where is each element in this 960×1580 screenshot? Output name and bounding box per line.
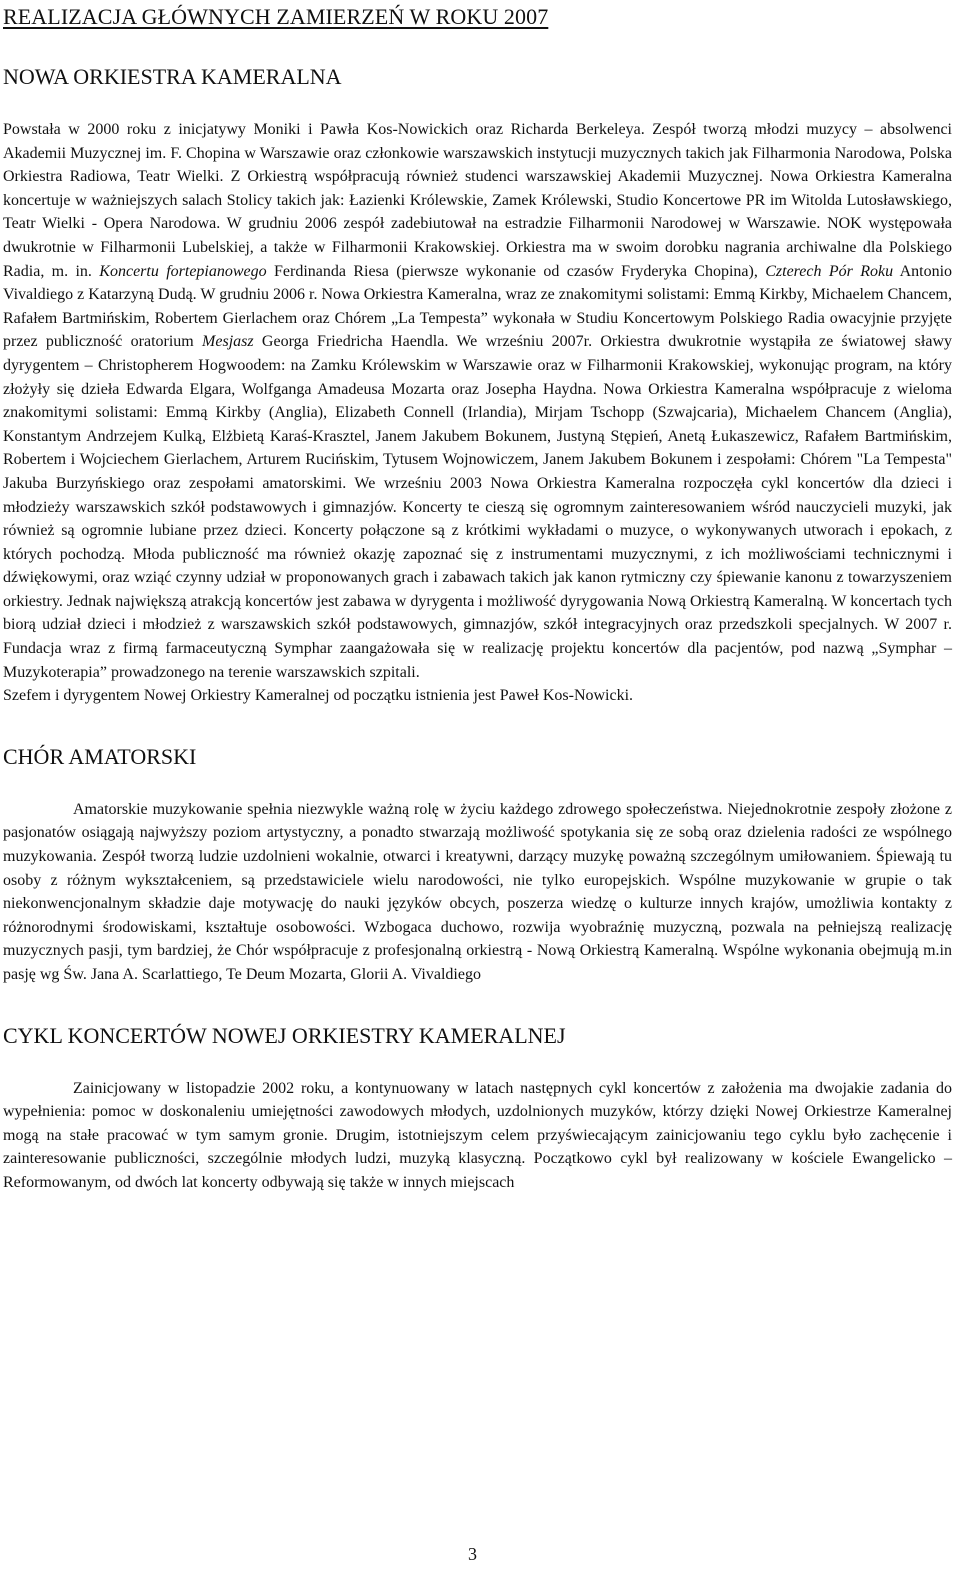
section-heading: CHÓR AMATORSKI: [3, 743, 197, 769]
page-number: 3: [468, 1544, 477, 1564]
text-run: Georga Friedricha Haendla. We wrześniu 2007r. Orkiestra dwukrotnie wystąpiła ze światowej sławy dyrygentem – Christopherem Hogwoodem: na Zamku Królewskim w Warszawie oraz w Filharmonii Krakowskiej, wykonując program, na który złożyły się dzieła Edwarda Elgara, Wolfganga Amadeusa Mozarta oraz Josepha Haydna. Nowa Orkiestra Kameralna współpracuje z wieloma znakomitymi solistami: Emmą Kirkby (Anglia), Elizabeth Connell (Irlandia), Mirjam Tschopp (Szwajcaria), Michaelem Chancem (Anglia), Konstantym Andrzejem Kulką, Elżbietą Karaś-Krasztel, Janem Jakubem Bokunem, Justyną Stępień, Anetą Łukaszewicz, Rafałem Bartmińskim, Robertem i Wojciechem Gierlachem, Arturem Rucińskim, Tytusem Wojnowiczem, Janem Jakubem Bokunem i zespołami: Chórem "La Tempesta" Jakuba Burzyńskiego oraz zespołami amatorskimi. We wrześniu 2003 Nowa Orkiestra Kameralna rozpoczęła cykl koncertów dla dzieci i młodzieży warszawskich szkół podstawowych i gimnazjów. Koncerty te cieszą się ogromnym zainteresowaniem wśród nauczycieli muzyki, jak również są ogromnie lubiane przez dzieci. Koncerty połączone są z krótkimi wykładami o muzyce, o wykonywanych utworach i epokach, z których pochodzą. Młoda publiczność ma również okazję zapoznać się z instrumentami muzycznymi, z ich możliwościami technicznymi i dźwiękowymi, oraz wziąć czynny udział w proponowanych grach i zabawach takich jak kanon rytmiczny czy śpiewanie kanonu z towarzyszeniem orkiestry. Jednak największą atrakcją koncertów jest zabawa w dyrygenta i możliwość dyrygowania Nową Orkiestrą Kameralną. W koncertach tych biorą udział dzieci i młodzież z warszawskich szkół podstawowych, gimnazjów, szkół integracyjnych oraz przedszkoli specjalnych. W 2007 r. Fundacja wraz z firmą farmaceutyczną Symphar zaangażowała się w realizację projektu koncertów dla pacjentów, pod nazwą „Symphar – Muzykoterapia” prowadzonego na terenie warszawskich szpitali.: [3, 333, 952, 681]
italic-title: Czterech Pór Roku: [765, 262, 894, 280]
text-run: Powstała w 2000 roku z inicjatywy Moniki i Pawła Kos-Nowickich oraz Richarda Berkeleya. Zespół tworzą młodzi muzycy – absolwenci Akademii Muzycznej im. F. Chopina w Warszawie oraz członkowie warszawskich instytucji muzycznych takich jak Filharmonia Narodowa, Polska Orkiestra Radiowa, Teatr Wielki. Z Orkiestrą współpracują również studenci warszawskiej Akademii Muzycznej. Nowa Orkiestra Kameralna koncertuje w ważniejszych salach Stolicy takich jak: Łazienki Królewskie, Zamek Królewski, Studio Koncertowe PR im Witolda Lutosławskiego, Teatr Wielki - Opera Narodowa. W grudniu 2006 zespół zadebiutował na estradzie Filharmonii Narodowej w Warszawie. NOK występowała dwukrotnie w Filharmonii Lubelskiej, a także w Filharmonii Krakowskiej. Orkiestra ma w swoim dorobku nagrania archiwalne dla Polskiego Radia, m. in.: [3, 121, 952, 280]
section-heading: CYKL KONCERTÓW NOWEJ ORKIESTRY KAMERALNEJ: [3, 1022, 566, 1048]
section-nowa-orkiestra: [3, 62, 952, 708]
section-heading: NOWA ORKIESTRA KAMERALNA: [3, 64, 342, 89]
italic-title: Koncertu fortepianowego: [99, 262, 267, 280]
body-paragraph: Amatorskie muzykowanie spełnia niezwykle ważną rolę w życiu każdego zdrowego społeczeństwa. Niejednokrotnie zespoły złożone z pasjonatów osiągają najwyższy poziom artystyczny, a ponadto stwarzają możliwość spotykania się ze sobą oraz dzielenia radości ze wspólnego muzykowania. Zespół tworzą ludzie uzdolnieni wokalnie, otwarci i kreatywni, darzący muzykę poważną szczególnym umiłowaniem. Śpiewają tu osoby z różnym wykształceniem, są przedstawiciele wielu narodowości, nie tylko europejskich. Wspólne muzykowanie w grupie o tak niekonwencjonalnym składzie daje motywację do nauki języków obcych, poszerza wiedzę o kulturze innych krajów, umożliwia kontakty z różnorodnymi środowiskami, kształtuje osobowości. Wzbogaca duchowo, rozwija wyobraźnię muzyczną, pozwala na pełniejszą realizację muzycznych pasji, tym bardziej, że Chór współpracuje z profesjonalną orkiestrą - Nową Orkiestrą Kameralną. Wspólne wykonania obejmują m.in pasję wg Św. Jana A. Scarlattiego, Te Deum Mozarta, Glorii A. Vivaldiego: [3, 800, 952, 983]
section-chor-amatorski: [3, 742, 952, 987]
body-paragraph: [3, 118, 952, 684]
italic-title: Mesjasz: [202, 333, 254, 351]
text-run: Ferdinanda Riesa (pierwsze wykonanie od czasów Fryderyka Chopina),: [266, 262, 766, 280]
text-run: Antonio Vivaldiego z Katarzyną Dudą. W grudniu 2006 r. Nowa Orkiestra Kameralna, wraz ze znakomitymi solistami: Emmą Kirkby, Michaelem Chancem, Rafałem Bartmińskim, Robertem Gierlachem oraz Chórem „La Tempesta” wykonała w Studiu Koncertowym Polskiego Radia owacyjnie przyjęte przez publiczność oratorium: [3, 262, 953, 351]
body-paragraph: Szefem i dyrygentem Nowej Orkiestry Kameralnej od początku istnienia jest Paweł Kos-Nowicki.: [3, 687, 634, 705]
section-cykl-koncertow: [3, 1021, 952, 1195]
page-title: REALIZACJA GŁÓWNYCH ZAMIERZEŃ W ROKU 2007: [3, 4, 549, 29]
body-paragraph: Zainicjowany w listopadzie 2002 roku, a kontynuowany w latach następnych cykl koncertów z założenia ma dwojakie zadania do wypełnienia: pomoc w doskonaleniu umiejętności zawodowych młodych, uzdolnionych muzyków, którzy dzięki Nowej Orkiestrze Kameralnej mogą na stałe pracować w tym samym gronie. Drugim, istotniejszym celem przyświecającym zainicjowaniu tego cyklu było zachęcenie i zainteresowanie publiczności, szczególnie młodych ludzi, muzyką klasyczną. Początkowo cykl był realizowany w kościele Ewangelicko – Reformowanym, od dwóch lat koncerty odbywają się także w innych miejscach: [3, 1079, 952, 1191]
